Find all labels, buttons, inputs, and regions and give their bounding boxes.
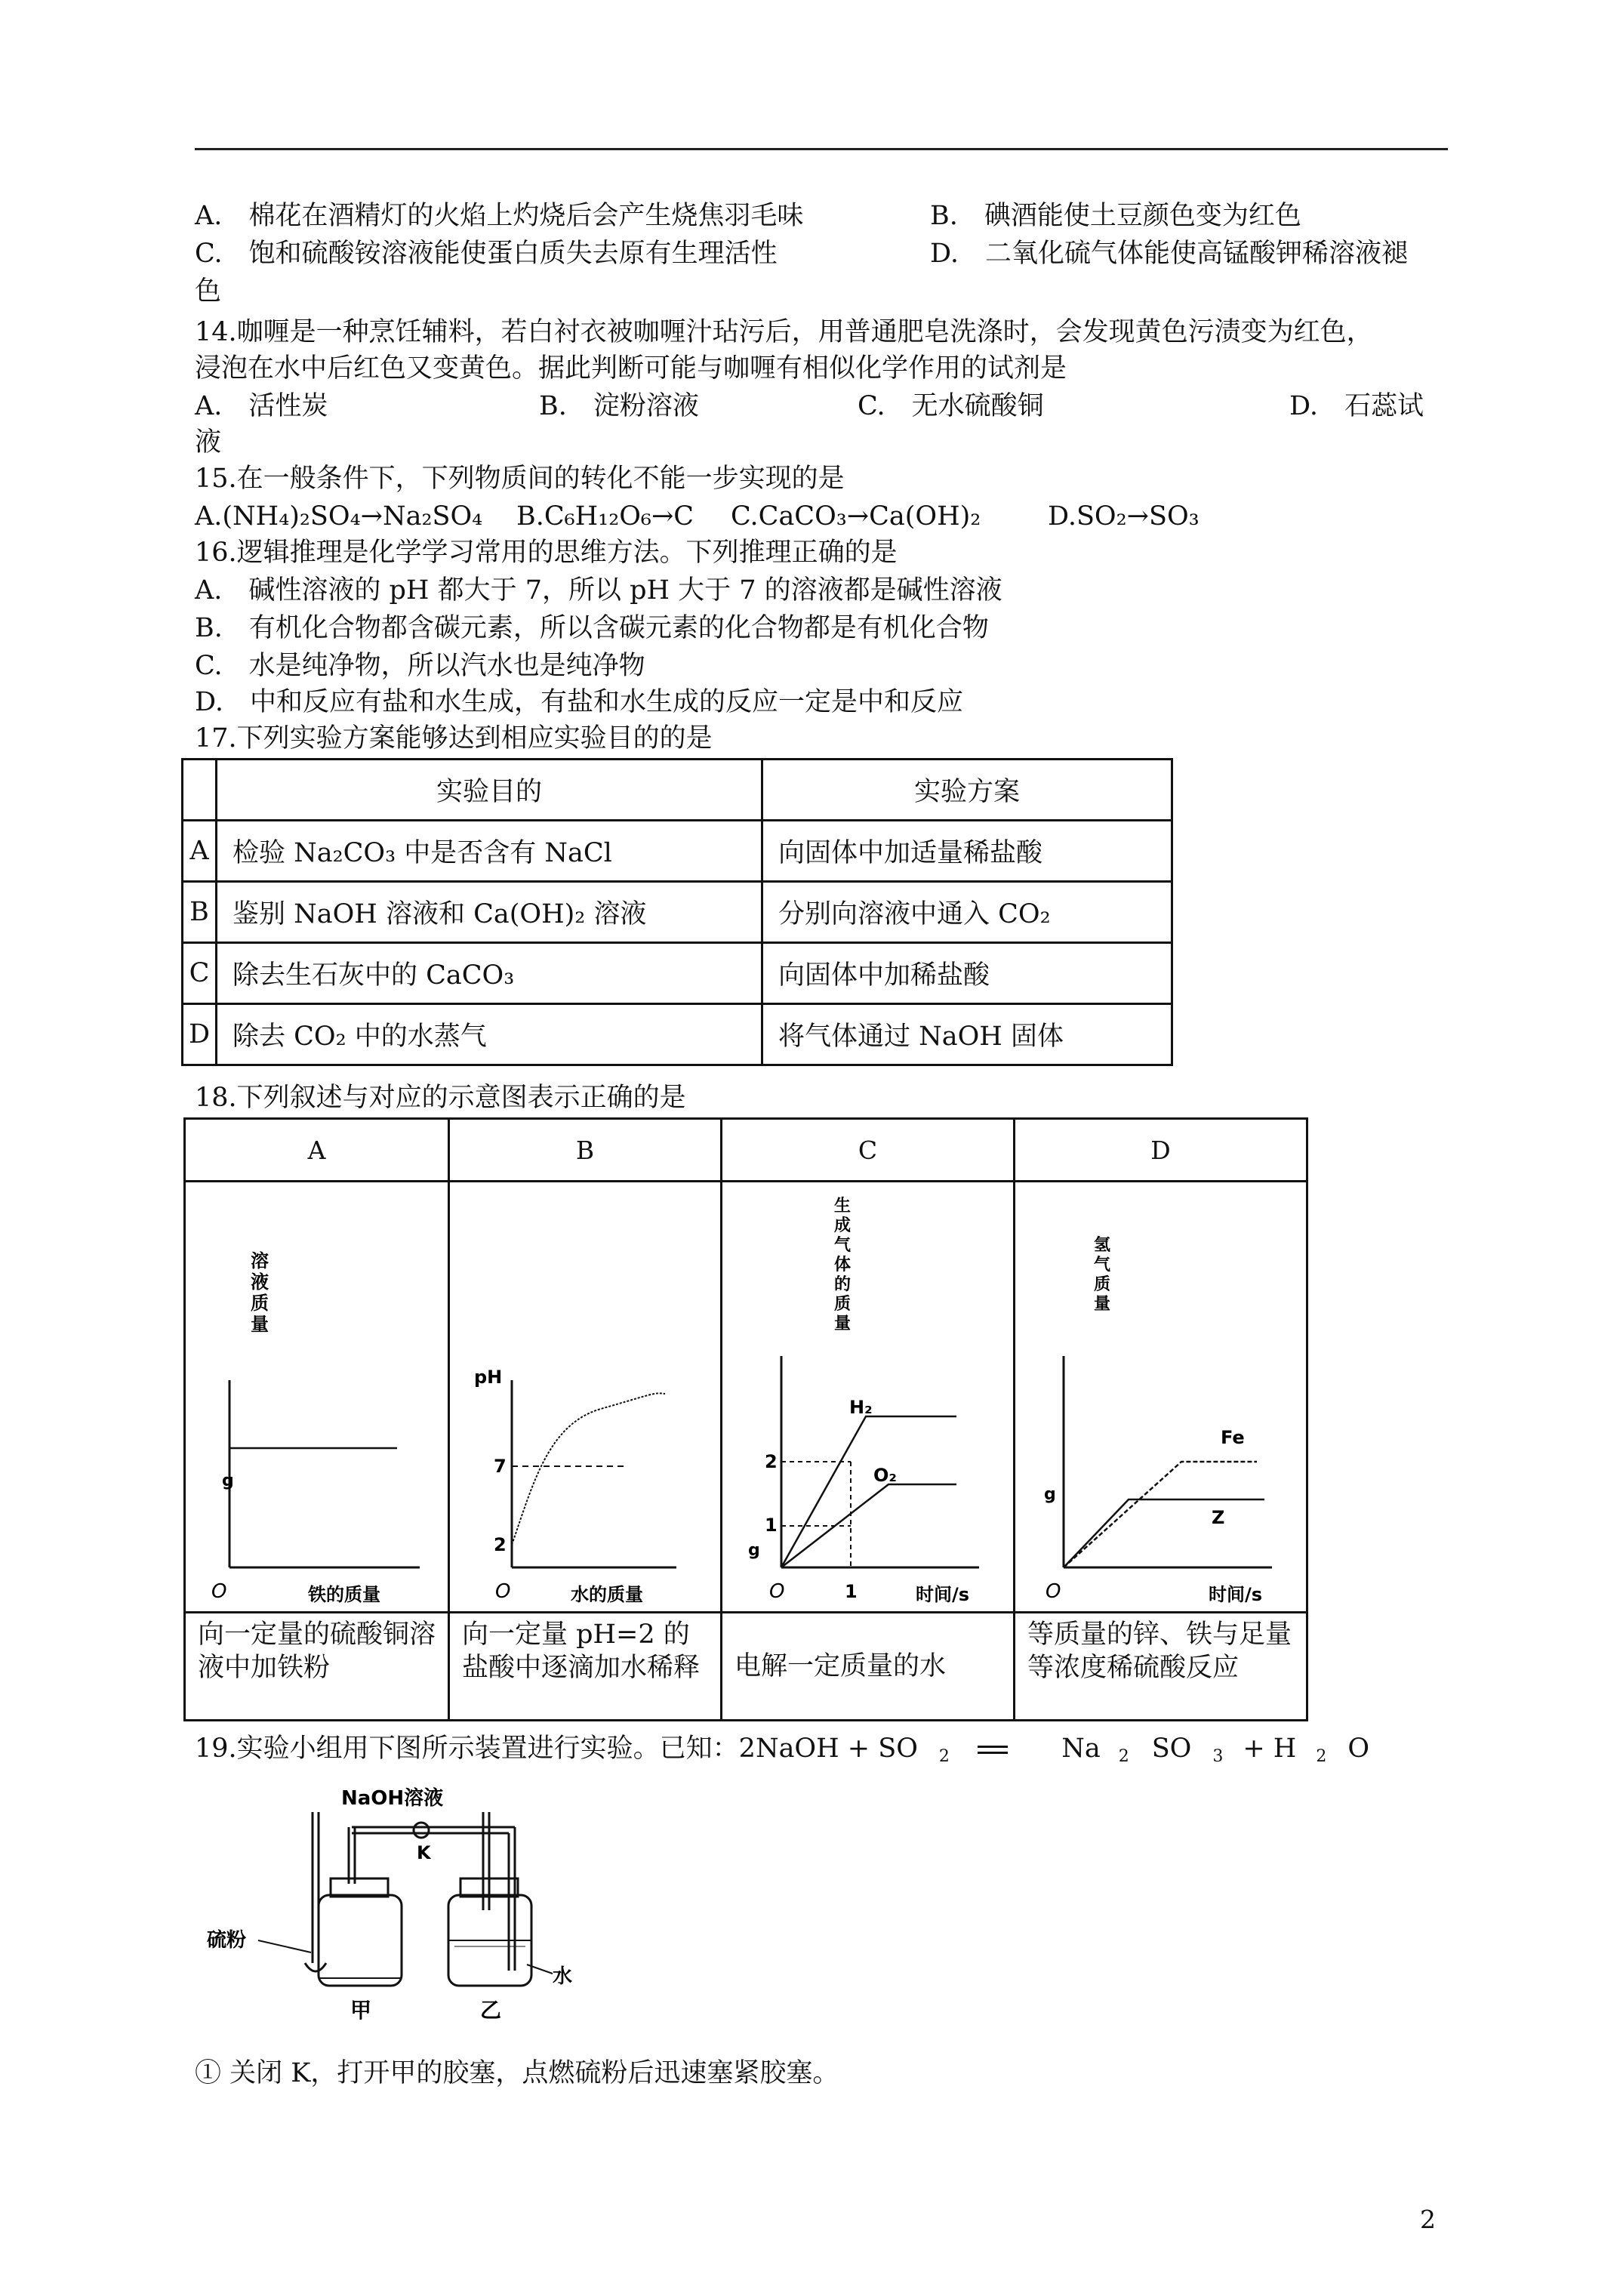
- q18-header-b: B: [448, 1117, 722, 1182]
- q15-option-c: C.CaCO₃→Ca(OH)₂: [731, 501, 981, 532]
- graph-c-ylabel-3: 气: [834, 1236, 852, 1255]
- q18-grid: [183, 1117, 1301, 1721]
- row-purpose: 除去 CO₂ 中的水蒸气: [217, 1004, 762, 1065]
- graph-d-origin: O: [1046, 1580, 1061, 1603]
- sulfur-pointer: [258, 1940, 311, 1952]
- label-water: 水: [553, 1965, 573, 1988]
- graph-d-zn-line: [1064, 1499, 1264, 1567]
- q17-table: [181, 758, 1173, 1066]
- q19-eq-so: SO: [1151, 1734, 1192, 1764]
- graph-a-ylabel-3: 质: [251, 1293, 269, 1314]
- q17-stem: 17.下列实验方案能够达到相应实验目的的是: [195, 723, 713, 754]
- graph-d-z-label: Z: [1212, 1507, 1225, 1528]
- graph-c-ylabel-2: 成: [834, 1216, 852, 1235]
- q18-header-c: C: [720, 1117, 1015, 1182]
- q16-option-d: D. 中和反应有盐和水生成，有盐和水生成的反应一定是中和反应: [195, 687, 963, 717]
- q13-option-d: D. 二氧化硫气体能使高锰酸钾稀溶液褪: [930, 239, 1408, 269]
- table-row: [183, 1004, 1172, 1065]
- q19-stem: [195, 1732, 1369, 1765]
- label-sulfur: 硫粉: [207, 1929, 247, 1952]
- q17-header-row: [183, 760, 1172, 821]
- q13-option-d-wrap: 色: [195, 276, 222, 307]
- jar-jia-stopper: [331, 1878, 388, 1897]
- q18-graph-c-cell: [720, 1180, 1015, 1613]
- q18-graph-a-cell: [183, 1180, 450, 1613]
- graph-d-ylabel-4: 量: [1094, 1295, 1111, 1314]
- graph-c-ylabel-7: 量: [834, 1314, 852, 1333]
- q19-stem-prefix: 19.实验小组用下图所示装置进行实验。已知：: [195, 1734, 739, 1764]
- q19-eq-na: Na: [1061, 1734, 1101, 1764]
- q18-graph-a: [186, 1182, 448, 1611]
- label-yi: 乙: [480, 1998, 502, 2023]
- graph-a-origin: O: [211, 1580, 227, 1603]
- q19-apparatus-diagram: [198, 1782, 575, 2031]
- jia-spoon: [305, 1963, 326, 1971]
- q15-option-d: D.SO₂→SO₃: [1048, 501, 1200, 532]
- graph-b-curve: [512, 1393, 665, 1545]
- row-key: B: [183, 882, 217, 943]
- q18-caption-d: 等质量的锌、铁与足量等浓度稀硫酸反应: [1013, 1611, 1308, 1721]
- q19-eq-h-sub: 2: [1316, 1747, 1327, 1766]
- graph-d-xlabel: 时间/s: [1209, 1584, 1263, 1605]
- q19-eq-na-sub: 2: [1118, 1747, 1129, 1766]
- q16-option-c: C. 水是纯净物，所以汽水也是纯净物: [195, 651, 645, 681]
- graph-b-tick-2: 2: [494, 1534, 507, 1555]
- graph-c-tick-1: 1: [765, 1515, 778, 1536]
- graph-d-ylabel-2: 气: [1094, 1256, 1111, 1274]
- row-key: C: [183, 943, 217, 1004]
- q15-stem: 15.在一般条件下，下列物质间的转化不能一步实现的是: [195, 464, 845, 494]
- label-k: K: [417, 1842, 431, 1863]
- graph-c-ylabel-1: 生: [834, 1197, 852, 1216]
- row-plan: 将气体通过 NaOH 固体: [762, 1004, 1172, 1065]
- graph-c-xlabel: 时间/s: [916, 1584, 970, 1605]
- q18-caption-c: 电解一定质量的水: [720, 1611, 1015, 1721]
- graph-b-ylabel: pH: [474, 1367, 503, 1388]
- graph-c-ylabel-6: 质: [834, 1295, 852, 1314]
- row-plan: 分别向溶液中通入 CO₂: [762, 882, 1172, 943]
- graph-c-origin: O: [769, 1580, 785, 1603]
- graph-c-y0: g: [748, 1541, 760, 1560]
- q19-equals-sign: [978, 1746, 1008, 1754]
- graph-c-o2-label: O₂: [873, 1465, 897, 1486]
- q16-option-b: B. 有机化合物都含碳元素，所以含碳元素的化合物都是有机化合物: [195, 613, 989, 643]
- q19-eq-o: O: [1347, 1734, 1370, 1764]
- graph-a-xlabel: 铁的质量: [308, 1584, 380, 1605]
- q16-stem: 16.逻辑推理是化学学习常用的思维方法。下列推理正确的是: [195, 538, 898, 568]
- q19-eq-left: 2NaOH + SO: [738, 1734, 918, 1764]
- q17-header-plan: 实验方案: [762, 760, 1172, 821]
- graph-d-y0: g: [1044, 1485, 1056, 1504]
- q16-option-a: A. 碱性溶液的 pH 都大于 7，所以 pH 大于 7 的溶液都是碱性溶液: [195, 575, 1002, 606]
- graph-c-ylabel-4: 体: [834, 1256, 852, 1274]
- graph-c-xtick-1: 1: [845, 1581, 858, 1602]
- header-rule: [195, 148, 1448, 150]
- row-plan: 向固体中加适量稀盐酸: [762, 821, 1172, 882]
- q18-graph-d-cell: [1013, 1180, 1308, 1613]
- q18-graph-c: [722, 1182, 1013, 1611]
- table-row: [183, 882, 1172, 943]
- graph-b-xlabel: 水的质量: [571, 1584, 643, 1605]
- row-purpose: 检验 Na₂CO₃ 中是否含有 NaCl: [217, 821, 762, 882]
- q18-graph-b-cell: [448, 1180, 722, 1613]
- q14-option-d: D. 石蕊试: [1289, 391, 1424, 421]
- graph-a-ylabel-2: 液: [251, 1271, 269, 1293]
- q18-header-a: A: [183, 1117, 450, 1182]
- q18-caption-a: 向一定量的硫酸铜溶液中加铁粉: [183, 1611, 450, 1721]
- graph-c-h2-label: H₂: [849, 1397, 873, 1418]
- table-row: [183, 821, 1172, 882]
- q18-graph-b: [450, 1182, 720, 1611]
- graph-c-h2-line: [781, 1416, 956, 1567]
- q13-option-a: A. 棉花在酒精灯的火焰上灼烧后会产生烧焦羽毛味: [195, 201, 804, 231]
- q13-option-c: C. 饱和硫酸铵溶液能使蛋白质失去原有生理活性: [195, 239, 778, 269]
- label-jia: 甲: [350, 1998, 372, 2023]
- row-plan: 向固体中加稀盐酸: [762, 943, 1172, 1004]
- label-naoh: NaOH溶液: [341, 1787, 444, 1810]
- q14-option-b: B. 淀粉溶液: [539, 391, 699, 421]
- graph-d-ylabel-1: 氢: [1094, 1236, 1111, 1255]
- q18-graph-d: [1015, 1182, 1306, 1611]
- q19-eq-h: + H: [1243, 1734, 1297, 1764]
- graph-b-origin: O: [495, 1580, 511, 1603]
- graph-b-tick-7: 7: [494, 1456, 507, 1477]
- graph-d-fe-line: [1064, 1462, 1257, 1567]
- graph-c-tick-2: 2: [765, 1451, 778, 1472]
- q14-stem-line2: 浸泡在水中后红色又变黄色。据此判断可能与咖喱有相似化学作用的试剂是: [195, 353, 1067, 384]
- q17-header-blank: [183, 760, 217, 821]
- q18-caption-b: 向一定量 pH=2 的盐酸中逐滴加水稀释: [448, 1611, 722, 1721]
- valve-k-icon: [414, 1823, 429, 1838]
- q19-eq-left-sub: 2: [938, 1747, 950, 1766]
- q18-header-d: D: [1013, 1117, 1308, 1182]
- q19-eq-so-sub: 3: [1212, 1747, 1224, 1766]
- jar-jia: [319, 1895, 402, 1986]
- graph-a-y0: g: [222, 1472, 234, 1490]
- q15-option-b: B.C₆H₁₂O₆→C: [516, 501, 694, 532]
- table-row: [183, 943, 1172, 1004]
- q13-option-b: B. 碘酒能使土豆颜色变为红色: [930, 201, 1301, 231]
- graph-d-fe-label: Fe: [1221, 1427, 1245, 1448]
- q14-option-a: A. 活性炭: [195, 391, 328, 421]
- q14-option-d-wrap: 液: [195, 427, 222, 458]
- row-key: D: [183, 1004, 217, 1065]
- graph-d-ylabel-3: 质: [1094, 1275, 1111, 1294]
- row-purpose: 鉴别 NaOH 溶液和 Ca(OH)₂ 溶液: [217, 882, 762, 943]
- graph-a-ylabel-4: 量: [251, 1314, 269, 1335]
- q17-header-purpose: 实验目的: [217, 760, 762, 821]
- graph-c-ylabel-5: 的: [834, 1275, 852, 1294]
- q19-step1: ① 关闭 K，打开甲的胶塞，点燃硫粉后迅速塞紧胶塞。: [195, 2058, 839, 2088]
- q14-option-c: C. 无水硫酸铜: [858, 391, 1044, 421]
- q14-stem-line1: 14.咖喱是一种烹饪辅料，若白衬衣被咖喱汁玷污后，用普通肥皂洗涤时，会发现黄色污渍变为红色，: [195, 317, 1373, 347]
- q18-stem: 18.下列叙述与对应的示意图表示正确的是: [195, 1083, 686, 1113]
- page-number: 2: [1420, 2205, 1436, 2234]
- row-key: A: [183, 821, 217, 882]
- graph-a-ylabel-1: 溶: [251, 1250, 269, 1271]
- q15-option-a: A.(NH₄)₂SO₄→Na₂SO₄: [195, 501, 483, 532]
- row-purpose: 除去生石灰中的 CaCO₃: [217, 943, 762, 1004]
